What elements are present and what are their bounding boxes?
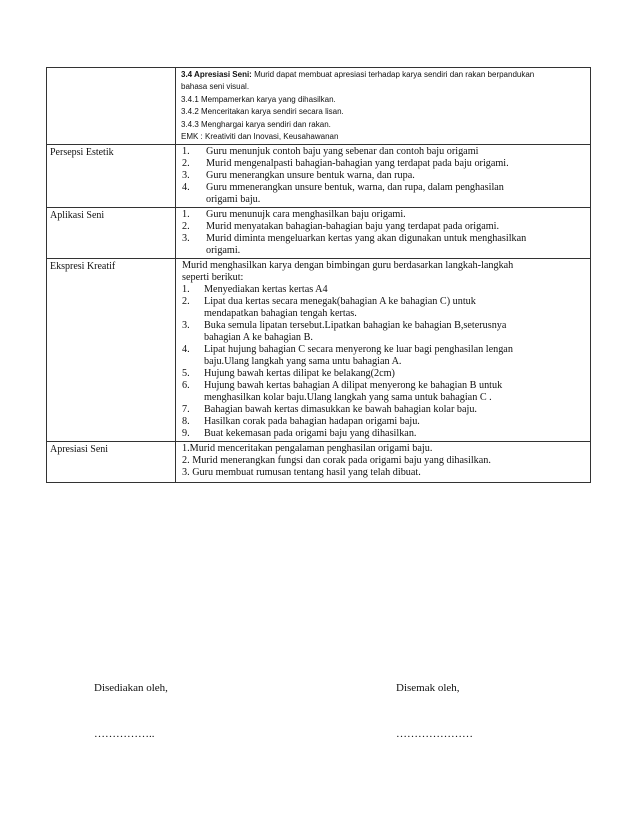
item-number: 4. — [182, 344, 190, 356]
item-text: mendapatkan bahagian tengah kertas. — [204, 308, 357, 320]
list-item — [180, 146, 586, 158]
item-text: Guru menunujk cara menghasilkan baju origami. — [206, 209, 406, 221]
list-item — [180, 233, 586, 257]
persepsi-list — [180, 146, 586, 206]
item-number: 1. — [182, 146, 190, 158]
list-item — [180, 209, 586, 221]
aplikasi-row — [47, 208, 591, 259]
list-item — [180, 296, 586, 320]
apresiasi-line-1: 1.Murid menceritakan pengalaman penghasilan origami baju. — [182, 443, 433, 455]
item-text: Lipat dua kertas secara menegak(bahagian A ke bahagian C) untuk — [204, 296, 476, 308]
persepsi-label: Persepsi Estetik — [47, 145, 176, 208]
item-text: Guru menerangkan unsure bentuk warna, dan rupa. — [206, 170, 415, 182]
prepared-by-line: …………….. — [94, 728, 155, 740]
list-item — [180, 428, 586, 440]
checked-by-label: Disemak oleh, — [396, 682, 460, 694]
standard-item: 3.4.2 Menceritakan karya sendiri secara lisan. — [181, 107, 344, 117]
item-text: Guru mmenerangkan unsure bentuk, warna, dan rupa, dalam penghasilan — [206, 182, 504, 194]
item-text: Buka semula lipatan tersebut.Lipatkan bahagian ke bahagian B,seterusnya — [204, 320, 507, 332]
apresiasi-label: Apresiasi Seni — [47, 442, 176, 483]
list-item — [180, 380, 586, 404]
apresiasi-content — [176, 442, 591, 483]
list-item — [180, 416, 586, 428]
item-text: Murid menyatakan bahagian-bahagian baju yang terdapat pada origami. — [206, 221, 500, 233]
item-text: baju.Ulang langkah yang sama untu bahagian A. — [204, 356, 402, 368]
ekspresi-content — [176, 259, 591, 442]
item-number: 2. — [182, 158, 190, 170]
item-text: origami baju. — [206, 194, 261, 206]
item-number: 3. — [182, 320, 190, 332]
item-number: 8. — [182, 416, 190, 428]
empty-label-cell — [47, 68, 176, 145]
aplikasi-content — [176, 208, 591, 259]
item-text: Murid diminta mengeluarkan kertas yang akan digunakan untuk menghasilkan — [206, 233, 527, 245]
item-text: Lipat hujung bahagian C secara menyerong ke luar bagi penghasilan lengan — [204, 344, 513, 356]
persepsi-row — [47, 145, 591, 208]
ekspresi-list — [180, 284, 586, 440]
item-text: Menyediakan kertas kertas A4 — [204, 284, 328, 296]
item-text: Guru menunjuk contoh baju yang sebenar dan contoh baju origami — [206, 146, 479, 158]
prepared-by-label: Disediakan oleh, — [94, 682, 168, 694]
item-text: Hujung bawah kertas dilipat ke belakang(2cm) — [204, 368, 395, 380]
standard-item: 3.4.3 Menghargai karya sendiri dan rakan. — [181, 119, 331, 129]
list-item — [180, 170, 586, 182]
item-text: menghasilkan kolar baju.Ulang langkah yang sama untuk bahagian C . — [204, 392, 492, 404]
standard-items — [181, 94, 586, 144]
item-number: 5. — [182, 368, 190, 380]
ekspresi-intro-1: Murid menghasilkan karya dengan bimbingan guru berdasarkan langkah-langkah — [182, 260, 514, 272]
persepsi-content — [176, 145, 591, 208]
standard-row — [47, 68, 591, 145]
list-item — [180, 221, 586, 233]
lesson-plan-table — [46, 67, 591, 483]
standard-heading-cont: bahasa seni visual. — [181, 82, 250, 92]
list-item — [180, 344, 586, 368]
item-number: 2. — [182, 296, 190, 308]
item-number: 3. — [182, 170, 190, 182]
item-text: Hujung bawah kertas bahagian A dilipat menyerong ke bahagian B untuk — [204, 380, 503, 392]
list-item — [180, 182, 586, 206]
apresiasi-row — [47, 442, 591, 483]
item-number: 9. — [182, 428, 190, 440]
item-text: Murid mengenalpasti bahagian-bahagian yang terdapat pada baju origami. — [206, 158, 509, 170]
item-number: 4. — [182, 182, 190, 194]
item-text: origami. — [206, 245, 241, 257]
item-text: Bahagian bawah kertas dimasukkan ke bawah bahagian kolar baju. — [204, 404, 477, 416]
checked-by-line: ………………… — [396, 728, 473, 740]
item-number: 1. — [182, 284, 190, 296]
list-item — [180, 284, 586, 296]
ekspresi-intro-2: seperti berikut: — [182, 272, 244, 284]
item-number: 3. — [182, 233, 190, 245]
item-text: bahagian A ke bahagian B. — [204, 332, 313, 344]
list-item — [180, 158, 586, 170]
list-item — [180, 368, 586, 380]
ekspresi-row — [47, 259, 591, 442]
aplikasi-list — [180, 209, 586, 257]
item-number: 7. — [182, 404, 190, 416]
item-text: Hasilkan corak pada bahagian hadapan origami baju. — [204, 416, 420, 428]
aplikasi-label: Aplikasi Seni — [47, 208, 176, 259]
standard-item: EMK : Kreativiti dan Inovasi, Keusahawanan — [181, 132, 339, 142]
standard-item: 3.4.1 Mempamerkan karya yang dihasilkan. — [181, 94, 336, 104]
list-item — [180, 404, 586, 416]
item-number: 1. — [182, 209, 190, 221]
item-number: 2. — [182, 221, 190, 233]
list-item — [180, 320, 586, 344]
apresiasi-line-2: 2. Murid menerangkan fungsi dan corak pada origami baju yang dihasilkan. — [182, 455, 491, 467]
item-text: Buat kekemasan pada origami baju yang dihasilkan. — [204, 428, 417, 440]
standard-cell — [176, 68, 591, 145]
item-number: 6. — [182, 380, 190, 392]
apresiasi-line-3: 3. Guru membuat rumusan tentang hasil yang telah dibuat. — [182, 467, 421, 479]
standard-heading: 3.4 Apresiasi Seni: Murid dapat membuat apresiasi terhadap karya sendiri dan rakan berpandukan — [181, 70, 535, 79]
ekspresi-label: Ekspresi Kreatif — [47, 259, 176, 442]
